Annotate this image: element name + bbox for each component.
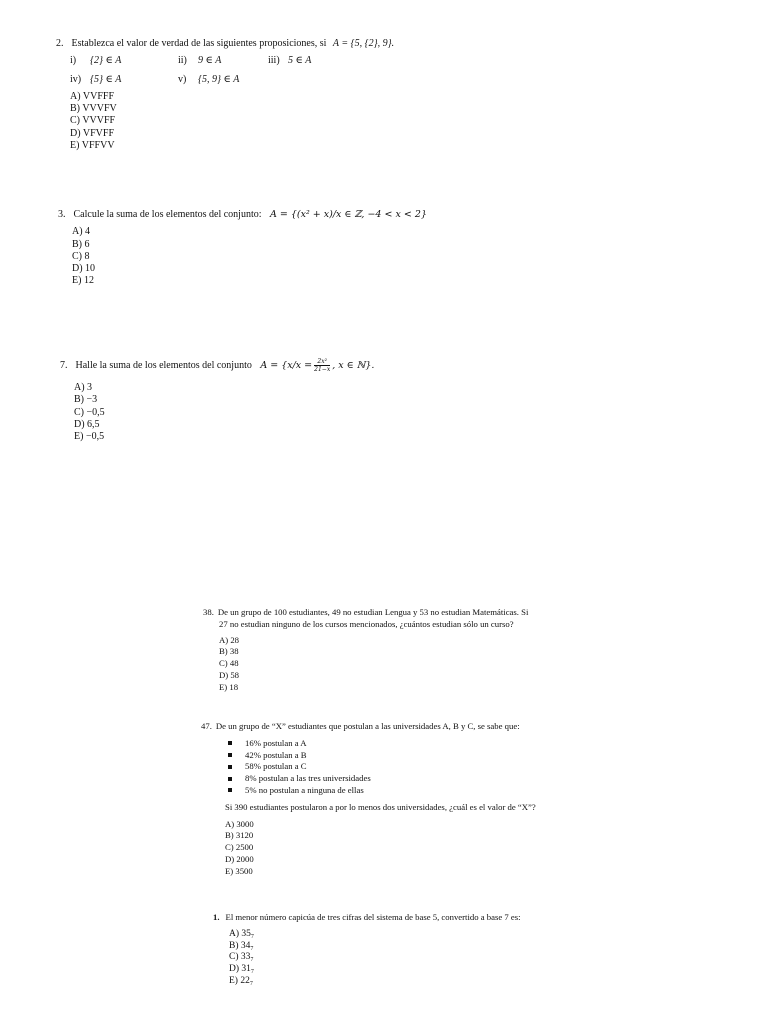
bullet-icon	[228, 788, 232, 792]
option-d: D) 2000	[225, 853, 254, 864]
option-e: E) VFFVV	[70, 140, 115, 152]
bullet-icon	[228, 753, 232, 757]
question-47-prompt: Si 390 estudiantes postularon a por lo menos dos universidades, ¿cuál es el valor de “X”?	[225, 801, 536, 812]
set-definition: A = {(x² + x)/x ∈ ℤ, −4 < x < 2}	[270, 209, 427, 220]
set-definition: A = {x/x = $\frac{\text{2x²}}{21-x}$ , x ∈ ℕ}.	[260, 358, 375, 373]
answer-options	[225, 819, 536, 878]
answer-options	[74, 382, 374, 443]
option-e: E) 12	[72, 275, 94, 287]
question-38-stem	[203, 607, 528, 619]
option-b: B) 6	[72, 238, 90, 250]
proposition-i: i) {2} ∈ A	[70, 55, 122, 67]
option-d: D) 58	[219, 669, 240, 680]
question-47-stem	[201, 721, 536, 733]
proposition-row-1	[70, 55, 394, 67]
question-2	[56, 38, 394, 152]
proposition-row-2	[70, 74, 394, 86]
option-b: B) 34₇	[229, 940, 254, 951]
proposition-iv: iv) {5} ∈ A	[70, 73, 122, 85]
bullet-icon	[228, 741, 232, 745]
option-b: B) 38	[219, 646, 239, 657]
question-number: 1.	[213, 912, 220, 922]
proposition-v: v) {5, 9} ∈ A	[178, 73, 240, 85]
question-38-stem-line-2: 27 no estudian ninguno de los cursos mencionados, ¿cuántos estudian sólo un curso?	[219, 618, 514, 629]
option-b: B) VVVFV	[70, 103, 117, 115]
option-c: C) 48	[219, 658, 239, 669]
question-1	[213, 912, 521, 988]
option-c: C) 33₇	[229, 952, 254, 963]
proposition-ii: ii) 9 ∈ A	[178, 55, 222, 67]
option-e: E) 3500	[225, 865, 253, 876]
question-number: 2.	[56, 38, 64, 49]
question-number: 3.	[58, 209, 66, 220]
option-d: D) 10	[72, 263, 96, 275]
option-d: D) 31₇	[229, 964, 255, 975]
option-d: D) VFVFF	[70, 127, 114, 139]
question-text: Halle la suma de los elementos del conjunto	[75, 360, 252, 371]
answer-options	[70, 91, 394, 152]
question-number: 38.	[203, 607, 214, 617]
bullet-item: 16% postulan a A	[228, 738, 536, 750]
bullet-icon	[228, 777, 232, 781]
question-text: De un grupo de “X” estudiantes que postulan a las universidades A, B y C, se sabe que:	[215, 721, 520, 731]
question-7	[60, 358, 374, 443]
question-3-stem	[58, 209, 427, 221]
answer-options	[219, 635, 528, 694]
question-text: El menor número capicúa de tres cifras del sistema de base 5, convertido a base 7 es:	[225, 912, 521, 922]
bullet-list	[228, 738, 536, 797]
bullet-item: 8% postulan a las tres universidades	[228, 773, 536, 785]
bullet-item: 5% no postulan a ninguna de ellas	[228, 785, 536, 797]
option-e: E) 22₇	[229, 975, 254, 986]
question-1-stem	[213, 912, 521, 924]
option-b: B) 3120	[225, 830, 254, 841]
bullet-item: 42% postulan a B	[228, 750, 536, 762]
fraction: $\frac{\text{2x²}}{21-x}$	[314, 358, 331, 373]
option-a: A) 3000	[225, 818, 254, 829]
option-c: C) VVVFF	[70, 115, 116, 127]
set-definition: A = {5, {2}, 9}.	[332, 38, 395, 49]
option-a: A) VVFFF	[70, 90, 114, 102]
option-a: A) 4	[72, 226, 91, 238]
option-d: D) 6,5	[74, 418, 100, 430]
question-text: Establezca el valor de verdad de las siguientes proposiciones, si	[71, 38, 327, 49]
option-c: C) −0,5	[74, 406, 105, 418]
option-b: B) −3	[74, 394, 98, 406]
option-a: A) 28	[219, 634, 240, 645]
bullet-icon	[228, 765, 232, 769]
bullet-item: 58% postulan a C	[228, 761, 536, 773]
option-e: E) −0,5	[74, 431, 105, 443]
option-c: C) 8	[72, 250, 90, 262]
option-c: C) 2500	[225, 842, 254, 853]
question-7-stem	[60, 358, 374, 373]
answer-options	[229, 929, 521, 988]
question-2-stem	[56, 38, 394, 50]
question-38	[203, 607, 528, 694]
option-a: A) 35₇	[229, 928, 255, 939]
answer-options	[72, 226, 427, 287]
question-number: 7.	[60, 360, 68, 371]
question-3	[58, 209, 427, 288]
proposition-iii: iii) 5 ∈ A	[268, 55, 312, 67]
question-number: 47.	[201, 721, 212, 731]
option-e: E) 18	[219, 681, 239, 692]
question-47	[201, 721, 536, 878]
question-text-line-1: De un grupo de 100 estudiantes, 49 no estudian Lengua y 53 no estudian Matemáticas. Si	[217, 607, 529, 617]
option-a: A) 3	[74, 382, 93, 393]
question-text: Calcule la suma de los elementos del conjunto:	[73, 209, 262, 220]
